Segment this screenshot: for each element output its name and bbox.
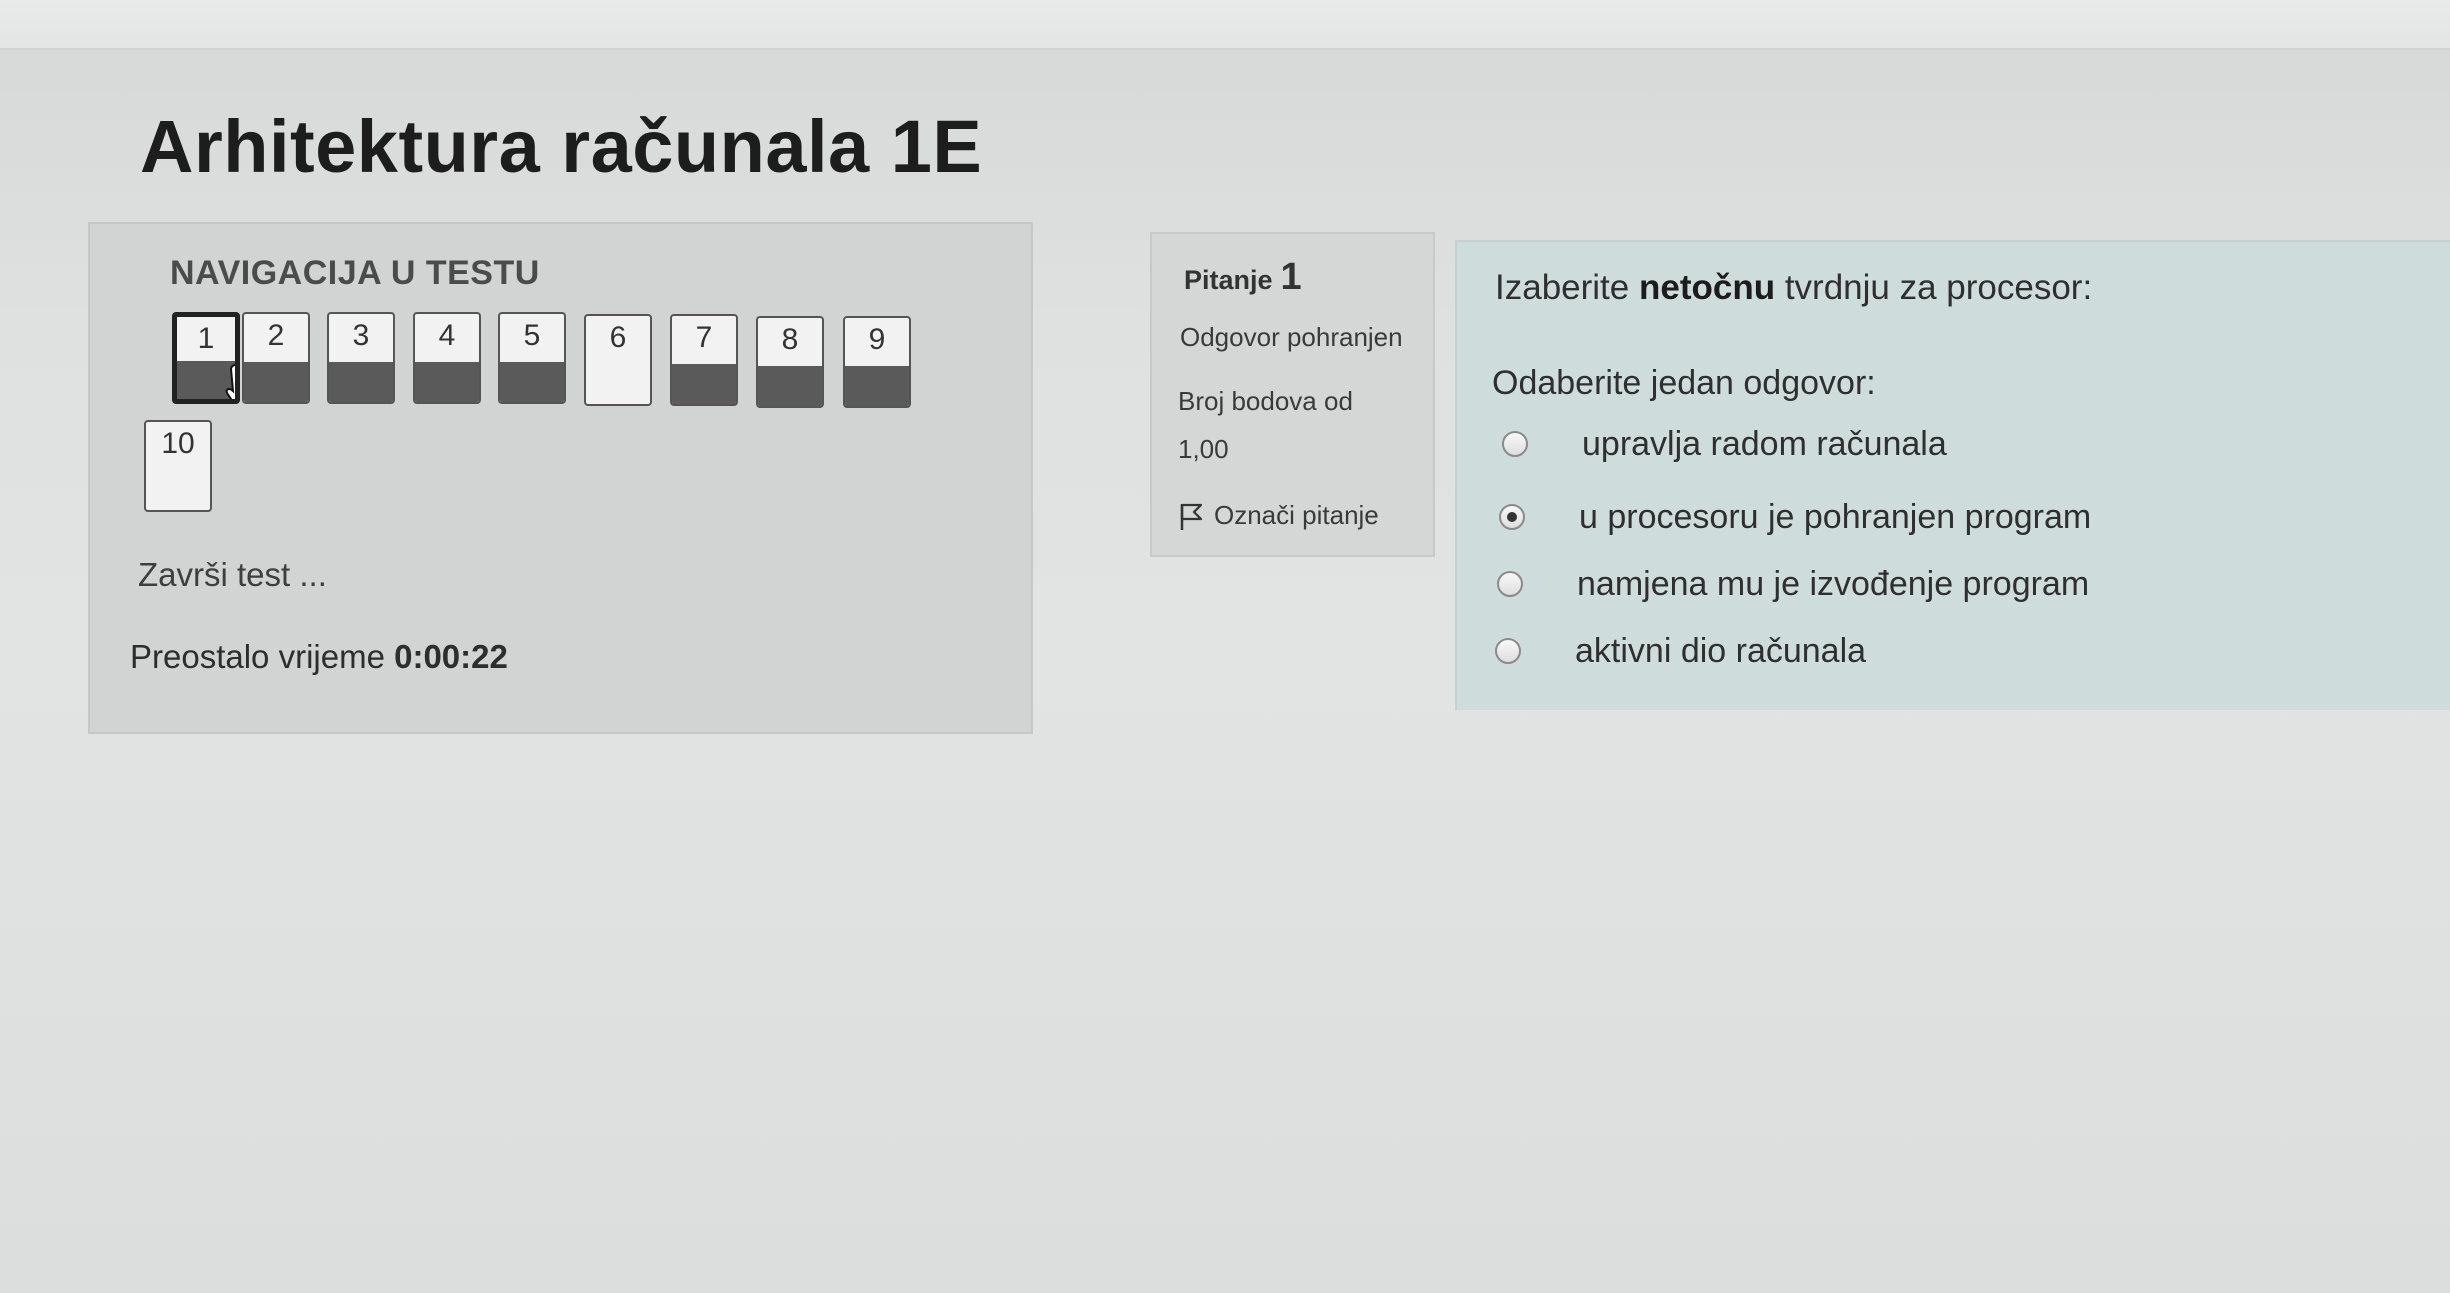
question-text-end: tvrdnju za procesor: <box>1784 268 2093 307</box>
hand-pointer-icon <box>225 363 240 404</box>
answer-prompt: Odaberite jedan odgovor: <box>1492 364 1876 402</box>
question-info-block <box>1150 232 1435 557</box>
answer-option-2[interactable] <box>1499 492 2091 542</box>
flag-question-label: Označi pitanje <box>1214 500 1379 530</box>
quiz-nav-button-4[interactable] <box>413 312 481 404</box>
quiz-navigation-heading: NAVIGACIJA U TESTU <box>170 254 540 292</box>
time-remaining <box>130 638 508 676</box>
question-text <box>1495 268 2092 308</box>
answer-option-text: u procesoru je pohranjen program <box>1579 497 2092 536</box>
question-text-emphasis: netočnu <box>1638 268 1776 307</box>
quiz-nav-button-5[interactable] <box>498 312 566 404</box>
quiz-nav-button-label: 4 <box>438 319 456 352</box>
quiz-nav-button-1[interactable] <box>172 312 240 404</box>
quiz-nav-button-label: 5 <box>523 319 541 352</box>
answer-radio[interactable] <box>1502 431 1528 457</box>
question-grade-value: 1,00 <box>1178 434 1229 464</box>
question-grade-label: Broj bodova od <box>1178 386 1353 416</box>
answer-option-4[interactable] <box>1495 626 1866 676</box>
quiz-nav-button-label: 3 <box>352 319 370 352</box>
answer-option-1[interactable] <box>1502 419 1947 469</box>
question-text-start: Izaberite <box>1495 268 1630 307</box>
quiz-nav-button-8[interactable] <box>756 316 824 408</box>
answer-option-text: upravlja radom računala <box>1582 424 1947 463</box>
time-remaining-label: Preostalo vrijeme <box>130 638 385 675</box>
quiz-nav-button-9[interactable] <box>843 316 911 408</box>
quiz-nav-button-label: 7 <box>695 321 713 354</box>
top-header-strip <box>0 0 2450 50</box>
quiz-nav-button-label: 8 <box>781 323 799 356</box>
flag-icon <box>1178 501 1204 531</box>
answer-radio[interactable] <box>1495 638 1521 664</box>
answer-option-text: namjena mu je izvođenje program <box>1577 564 2090 603</box>
quiz-nav-button-label: 9 <box>868 323 886 356</box>
answer-option-text: aktivni dio računala <box>1575 631 1867 670</box>
question-number-value: 1 <box>1280 256 1302 298</box>
quiz-nav-button-3[interactable] <box>327 312 395 404</box>
question-number <box>1184 256 1302 299</box>
quiz-nav-button-label: 10 <box>161 427 195 460</box>
answer-radio[interactable] <box>1497 571 1523 597</box>
quiz-nav-button-7[interactable] <box>670 314 738 406</box>
quiz-navigation-block <box>88 222 1033 734</box>
question-label: Pitanje <box>1184 265 1273 295</box>
quiz-nav-button-label: 1 <box>197 322 215 355</box>
question-content <box>1455 240 2450 710</box>
quiz-nav-button-label: 6 <box>609 321 627 354</box>
answer-radio-selected[interactable] <box>1499 504 1525 530</box>
quiz-nav-button-label: 2 <box>267 319 285 352</box>
answer-option-3[interactable] <box>1497 559 2089 609</box>
page-title: Arhitektura računala 1E <box>140 105 983 188</box>
quiz-nav-button-6[interactable] <box>584 314 652 406</box>
time-remaining-value: 0:00:22 <box>394 638 508 675</box>
finish-attempt-link[interactable]: Završi test ... <box>138 556 327 593</box>
quiz-nav-button-2[interactable] <box>242 312 310 404</box>
question-state: Odgovor pohranjen <box>1180 322 1403 352</box>
quiz-nav-button-10[interactable] <box>144 420 212 512</box>
flag-question-button[interactable] <box>1178 500 1379 531</box>
